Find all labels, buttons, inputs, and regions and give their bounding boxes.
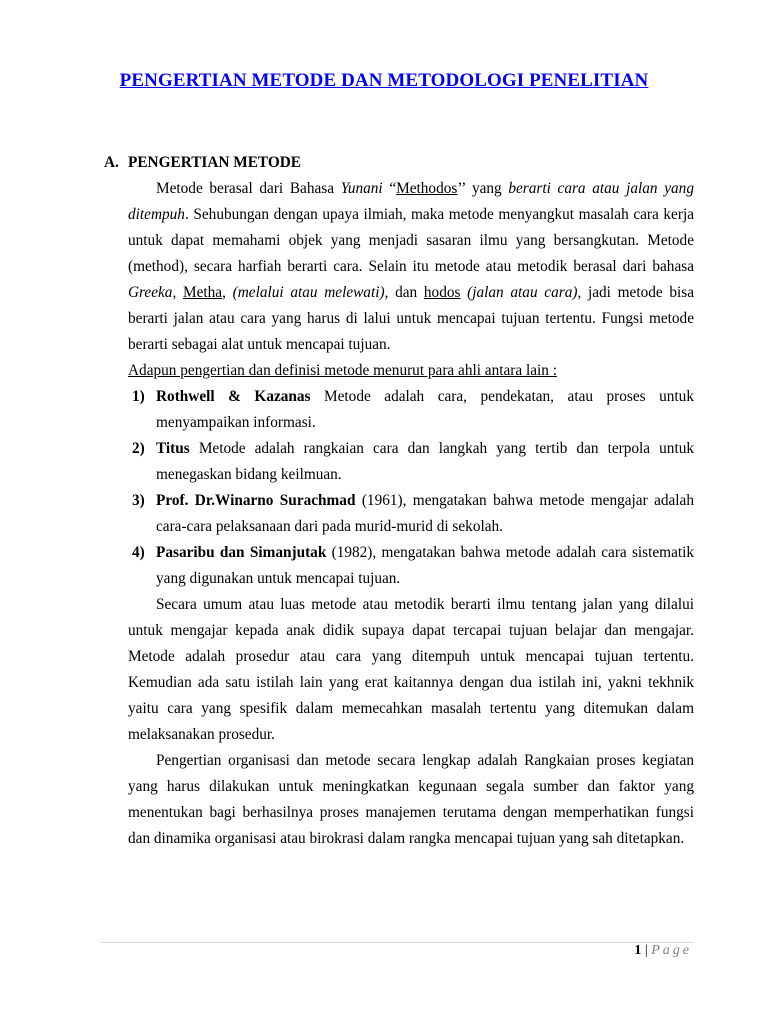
- expert-text: Metode adalah rangkaian cara dan langkah yang tertib dan terpola untuk menegaskan bidang keilmuan.: [156, 440, 694, 483]
- term-yunani: Yunani: [340, 180, 383, 197]
- footer-separator: |: [641, 943, 652, 958]
- paragraph-definition: [128, 176, 694, 358]
- page-number: 1: [634, 943, 642, 958]
- text-span: , jadi metode bisa berarti jalan atau cara yang harus di lalui untuk mencapai tujuan tertentu. Fungsi metode berarti sebagai alat untuk mencapai tujuan.: [128, 284, 695, 353]
- list-number: 3): [132, 492, 145, 509]
- term-melalui: (melalui atau melewati): [232, 284, 385, 301]
- section-heading: [104, 154, 301, 172]
- document-body: [128, 176, 694, 852]
- expert-name: Prof. Dr.Winarno Surachmad: [156, 492, 356, 509]
- list-item: [128, 488, 694, 540]
- expert-name: Pasaribu dan Simanjutak: [156, 544, 327, 561]
- expert-text: (1961), mengatakan bahwa metode mengajar adalah cara-cara pelaksanaan dari pada murid-murid di sekolah.: [156, 492, 694, 535]
- text-span: , dan: [384, 284, 424, 301]
- list-number: 4): [132, 544, 145, 561]
- term-greeka: Greeka: [128, 284, 173, 301]
- expert-name: Titus: [156, 440, 190, 457]
- experts-intro: Adapun pengertian dan definisi metode menurut para ahli antara lain :: [128, 362, 558, 379]
- page-label: Page: [651, 943, 692, 958]
- term-metha: Metha: [183, 284, 223, 301]
- list-item: [128, 436, 694, 488]
- list-item: [128, 384, 694, 436]
- text-span: Metode berasal dari Bahasa: [156, 180, 341, 197]
- text-span: ,: [222, 284, 233, 301]
- text-span: “: [382, 180, 397, 197]
- list-item: [128, 540, 694, 592]
- expert-text: (1982), mengatakan bahwa metode adalah cara sistematik yang digunakan untuk mencapai tujuan.: [156, 544, 695, 587]
- text-span: ,: [172, 284, 183, 301]
- footer-divider: [100, 942, 694, 943]
- text-span: . Sehubungan dengan upaya ilmiah, maka metode menyangkut masalah cara kerja untuk dapat memahami objek yang menjadi sasaran ilmu yang bersangkutan. Metode (method), secara harfiah berarti cara. Selain itu metode atau metodik berasal dari bahasa: [128, 206, 694, 275]
- text-span: ’’ yang: [457, 180, 509, 197]
- list-number: 2): [132, 440, 145, 457]
- term-definition: berarti cara atau jalan yang ditempuh: [128, 180, 694, 223]
- term-hodos: hodos: [423, 284, 461, 301]
- term-methodos: Methodos: [396, 180, 458, 197]
- page-title: PENGERTIAN METODE DAN METODOLOGI PENELITIAN: [119, 70, 649, 91]
- paragraph-general: Secara umum atau luas metode atau metodik berarti ilmu tentang jalan yang dilalui untuk mengajar kepada anak didik supaya dapat tercapai tujuan belajar dan mengajar. Metode adalah prosedur atau cara yang ditempuh untuk mencapai tujuan tertentu. Kemudian ada satu istilah lain yang erat kaitannya dengan dua istilah ini, yakni tekhnik yaitu cara yang spesifik dalam memecahkan masalah tertentu yang ditemukan dalam melaksanakan prosedur.: [128, 596, 694, 743]
- experts-list: [128, 384, 694, 592]
- section-letter: A.: [104, 154, 119, 171]
- list-number: 1): [132, 388, 145, 405]
- expert-text: Metode adalah cara, pendekatan, atau proses untuk menyampaikan informasi.: [156, 388, 694, 431]
- expert-name: Rothwell & Kazanas: [156, 388, 311, 405]
- page-footer: [634, 943, 692, 959]
- section-title: PENGERTIAN METODE: [128, 154, 301, 171]
- paragraph-organization: Pengertian organisasi dan metode secara lengkap adalah Rangkaian proses kegiatan yang harus dilakukan untuk meningkatkan kegunaan segala sumber dan faktor yang menentukan bagi berhasilnya proses manajemen terutama dengan memperhatikan fungsi dan dinamika organisasi atau birokrasi dalam rangka mencapai tujuan yang sah ditetapkan.: [128, 752, 694, 847]
- term-jalan: (jalan atau cara): [467, 284, 578, 301]
